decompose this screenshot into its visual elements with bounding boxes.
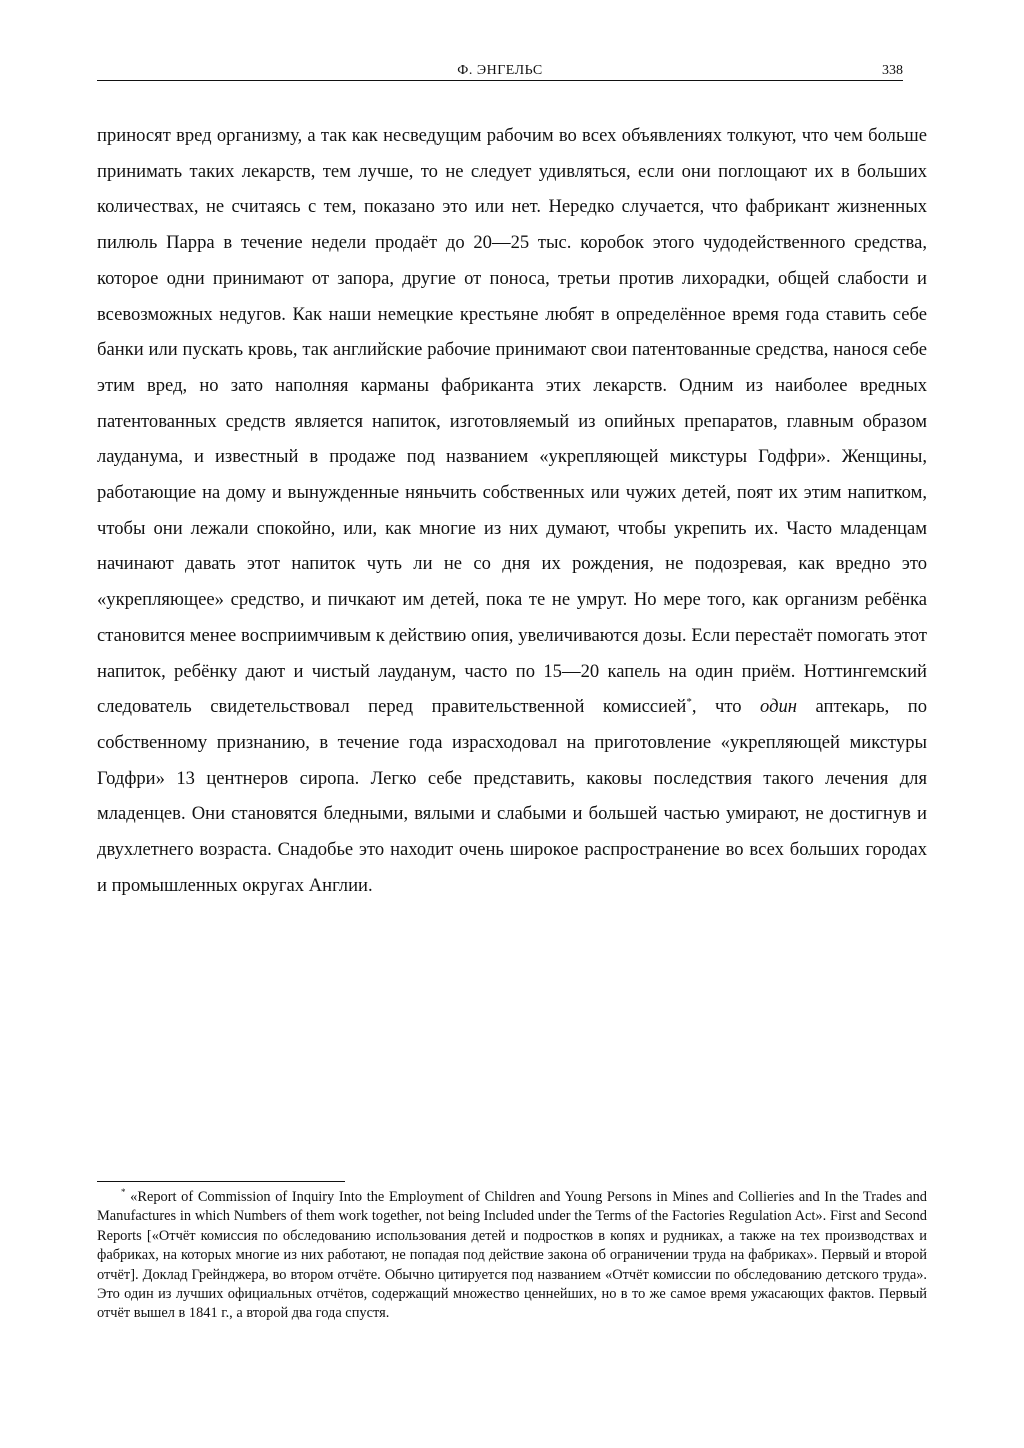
page-number: 338 — [882, 63, 903, 78]
body-text-part1: приносят вред организму, а так как несведущим рабочим во всех объявлениях толкуют, что чем больше принимать таких лекарств, тем лучше, то не следует удивляться, если они поглощают их в больших количествах, не считаясь с тем, показано это или нет. Нередко случается, что фабрикант жизненных пилюль Парра в течение недели продаёт до 20—25 тыс. коробок этого чудодейственного средства, которое одни принимают от запора, другие от поноса, третьи против лихорадки, общей слабости и всевозможных недугов. Как наши немецкие крестьяне любят в определённое время года ставить себе банки или пускать кровь, так английские рабочие принимают свои патентованные средства, нанося себе этим вред, но зато наполняя карманы фабриканта этих лекарств. Одним из наиболее вредных патентованных средств является напиток, изготовляемый из опийных препаратов, главным образом лауданума, и известный в продаже под названием «укрепляющей микстуры Годфри». Женщины, работающие на дому и вынужденные няньчить собственных или чужих детей, поят их этим напитком, чтобы они лежали спокойно, или, как многие из них думают, чтобы укрепить их. Часто младенцам начинают давать этот напиток чуть ли не со дня их рождения, не подозревая, как вредно это «укрепляющее» средство, и пичкают им детей, пока те не умрут. Но мере того, как организм ребёнка становится менее восприимчивым к действию опия, увеличиваются дозы. Если перестаёт помогать этот напиток, ребёнку дают и чистый лауданум, часто по 15—20 капель на один приём. Ноттингемский следователь свидетельствовал перед правительственной комиссией — [97, 125, 927, 718]
footnote-separator — [97, 1181, 345, 1182]
footnote — [97, 1188, 927, 1324]
body-paragraph — [97, 118, 927, 903]
footnote-text: «Report of Commission of Inquiry Into the Employment of Children and Young Persons in Mines and Collieries and In the Trades and Manufactures in which Numbers of them work together, not being Included under the Terms of the Factories Regulation Act». First and Second Reports [«Отчёт комиссия по обследованию использования детей и подростков в копях и рудниках, а также на тех производствах и фабриках, на которых многие из них работают, не попадая под действие закона об ограничении труда на фабриках». Первый и второй отчёт]. Доклад Грейнджера, во втором отчёте. Обычно цитируется под названием «Отчёт комиссии по обследованию детского труда». Это один из лучших официальных отчётов, содержащий множество ценнейших, но в то же самое время ужасающих фактов. Первый отчёт вышел в 1841 г., а второй два года спустя. — [97, 1189, 927, 1322]
footnote-reference: * — [686, 696, 692, 709]
emphasized-word: один — [760, 696, 797, 718]
body-text-part2: , что — [691, 696, 761, 718]
running-header — [97, 62, 903, 81]
footnote-paragraph — [97, 1188, 927, 1324]
header-author: Ф. ЭНГЕЛЬС — [457, 63, 543, 78]
body-text-part3: аптекарь, по собственному признанию, в течение года израсходовал на приготовление «укрепляющей микстуры Годфри» 13 центнеров сиропа. Легко себе представить, каковы последствия такого лечения для младенцев. Они становятся бледными, вялыми и слабыми и большей частью умирают, не достигнув и двухлетнего возраста. Снадобье это находит очень широкое распространение во всех больших городах и промышленных округах Англии. — [97, 696, 928, 896]
footnote-marker: * — [121, 1187, 126, 1198]
main-text — [97, 118, 927, 903]
